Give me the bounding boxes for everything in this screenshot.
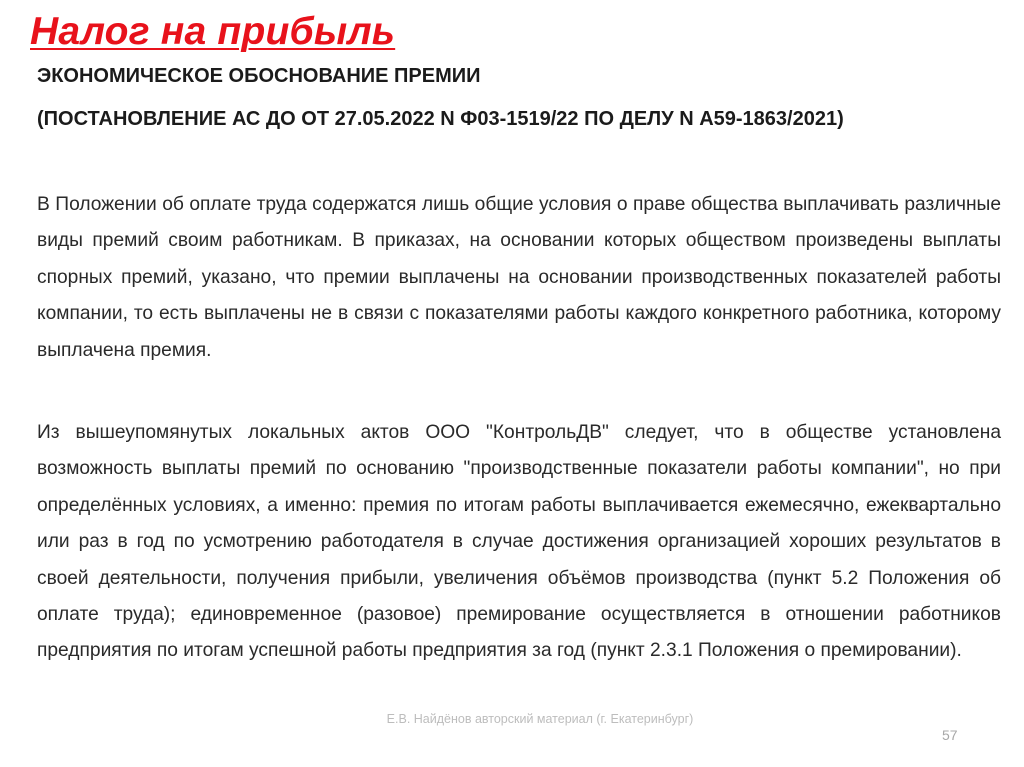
subheading-topic: ЭКОНОМИЧЕСКОЕ ОБОСНОВАНИЕ ПРЕМИИ: [37, 65, 481, 87]
subheading-case-reference: (ПОСТАНОВЛЕНИЕ АС ДО ОТ 27.05.2022 N Ф03-1519/22 ПО ДЕЛУ N А59-1863/2021): [37, 108, 844, 130]
slide-title: Налог на прибыль: [30, 10, 396, 53]
page-number: 57: [942, 727, 958, 743]
body-paragraph-2: Из вышеупомянутых локальных актов ООО "КонтрольДВ" следует, что в обществе установлена возможность выплаты премий по основанию "производственные показатели работы компании", но при определённых условиях, а именно: премия по итогам работы выплачивается ежемесячно, ежеквартально или раз в год по усмотрению работодателя в случае достижения организацией хороших результатов в своей деятельности, получения прибыли, увеличения объёмов производства (пункт 5.2 Положения об оплате труда); единовременное (разовое) премирование осуществляется в отношении работников предприятия по итогам успешной работы предприятия за год (пункт 2.3.1 Положения о премировании).: [37, 422, 1001, 662]
author-footer-note: Е.В. Найдёнов авторский материал (г. Екатеринбург): [386, 712, 694, 726]
body-paragraph-1: В Положении об оплате труда содержатся лишь общие условия о праве общества выплачивать различные виды премий своим работникам. В приказах, на основании которых обществом произведены выплаты спорных премий, указано, что премии выплачены на основании производственных показателей работы компании, то есть выплачены не в связи с показателями работы каждого конкретного работника, которому выплачена премия.: [37, 194, 1001, 361]
